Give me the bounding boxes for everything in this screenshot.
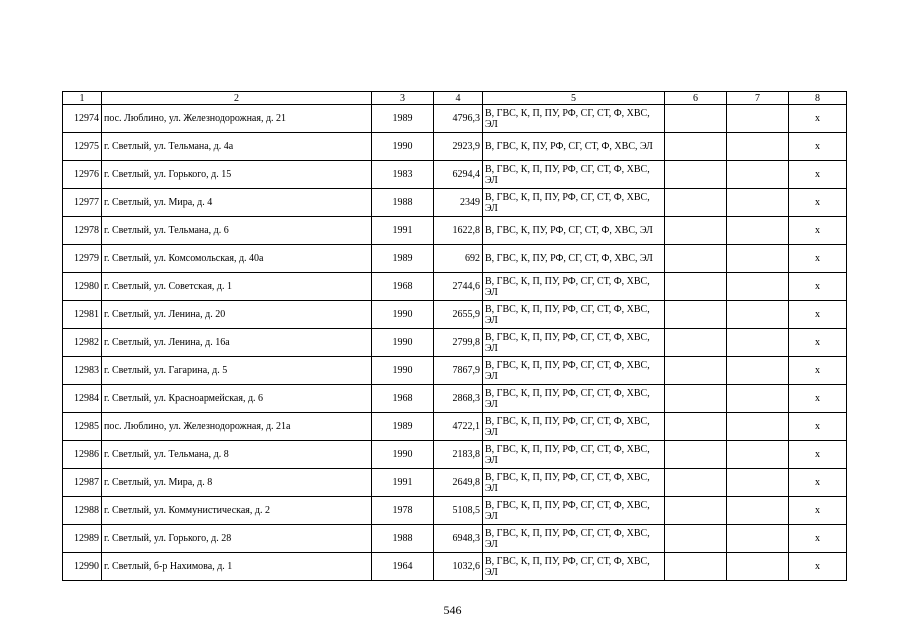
column-7-cell [727,441,789,469]
area: 2649,8 [434,469,483,497]
year-built: 1978 [372,497,434,525]
year-built: 1990 [372,133,434,161]
column-7-cell [727,413,789,441]
column-6-cell [665,329,727,357]
address: г. Светлый, ул. Красноармейская, д. 6 [102,385,372,413]
area: 2349 [434,189,483,217]
area: 1032,6 [434,553,483,581]
area: 6948,3 [434,525,483,553]
mark-cell: х [789,553,847,581]
column-6-cell [665,105,727,133]
address: г. Светлый, ул. Ленина, д. 20 [102,301,372,329]
address: г. Светлый, ул. Гагарина, д. 5 [102,357,372,385]
column-6-cell [665,245,727,273]
mark-cell: х [789,469,847,497]
services: В, ГВС, К, П, ПУ, РФ, СГ, СТ, Ф, ХВС, ЭЛ [483,105,665,133]
column-7-cell [727,105,789,133]
mark-cell: х [789,105,847,133]
column-6-cell [665,189,727,217]
column-6-cell [665,441,727,469]
year-built: 1991 [372,217,434,245]
column-6-cell [665,273,727,301]
table-row [63,329,847,357]
year-built: 1990 [372,329,434,357]
column-7-cell [727,385,789,413]
column-6-cell [665,553,727,581]
address: г. Светлый, ул. Горького, д. 15 [102,161,372,189]
services: В, ГВС, К, П, ПУ, РФ, СГ, СТ, Ф, ХВС, ЭЛ [483,413,665,441]
column-7-cell [727,273,789,301]
mark-cell: х [789,245,847,273]
column-7-cell [727,301,789,329]
table-body [63,105,847,581]
mark-cell: х [789,385,847,413]
services: В, ГВС, К, П, ПУ, РФ, СГ, СТ, Ф, ХВС, ЭЛ [483,357,665,385]
record-number: 12979 [63,245,102,273]
address: г. Светлый, ул. Мира, д. 8 [102,469,372,497]
mark-cell: х [789,329,847,357]
column-7-cell [727,133,789,161]
column-7-cell [727,553,789,581]
column-header: 1 [63,92,102,105]
record-number: 12976 [63,161,102,189]
mark-cell: х [789,441,847,469]
table-row [63,385,847,413]
column-7-cell [727,217,789,245]
column-header: 6 [665,92,727,105]
table-row [63,189,847,217]
services: В, ГВС, К, П, ПУ, РФ, СГ, СТ, Ф, ХВС, ЭЛ [483,441,665,469]
area: 2923,9 [434,133,483,161]
table-row [63,133,847,161]
header-row [63,92,847,105]
table-row [63,301,847,329]
column-header: 3 [372,92,434,105]
column-header: 5 [483,92,665,105]
area: 4796,3 [434,105,483,133]
mark-cell: х [789,413,847,441]
year-built: 1983 [372,161,434,189]
address: г. Светлый, ул. Ленина, д. 16а [102,329,372,357]
column-7-cell [727,469,789,497]
column-header: 7 [727,92,789,105]
page-number: 546 [443,603,462,617]
year-built: 1990 [372,357,434,385]
mark-cell: х [789,217,847,245]
column-7-cell [727,245,789,273]
record-number: 12982 [63,329,102,357]
area: 7867,9 [434,357,483,385]
year-built: 1988 [372,189,434,217]
mark-cell: х [789,133,847,161]
mark-cell: х [789,301,847,329]
mark-cell: х [789,273,847,301]
area: 6294,4 [434,161,483,189]
column-6-cell [665,133,727,161]
column-7-cell [727,161,789,189]
column-6-cell [665,497,727,525]
address: г. Светлый, б-р Нахимова, д. 1 [102,553,372,581]
table-row [63,413,847,441]
record-number: 12984 [63,385,102,413]
column-header: 4 [434,92,483,105]
year-built: 1990 [372,301,434,329]
record-number: 12985 [63,413,102,441]
record-number: 12990 [63,553,102,581]
column-6-cell [665,525,727,553]
record-number: 12977 [63,189,102,217]
address: пос. Люблино, ул. Железнодорожная, д. 21 [102,105,372,133]
services: В, ГВС, К, ПУ, РФ, СГ, СТ, Ф, ХВС, ЭЛ [483,217,665,245]
address: пос. Люблино, ул. Железнодорожная, д. 21а [102,413,372,441]
year-built: 1991 [372,469,434,497]
services: В, ГВС, К, П, ПУ, РФ, СГ, СТ, Ф, ХВС, ЭЛ [483,497,665,525]
mark-cell: х [789,525,847,553]
table-row [63,161,847,189]
year-built: 1989 [372,413,434,441]
column-6-cell [665,161,727,189]
column-header: 2 [102,92,372,105]
address: г. Светлый, ул. Горького, д. 28 [102,525,372,553]
table-row [63,469,847,497]
column-6-cell [665,217,727,245]
address: г. Светлый, ул. Комсомольская, д. 40а [102,245,372,273]
mark-cell: х [789,357,847,385]
year-built: 1964 [372,553,434,581]
column-7-cell [727,329,789,357]
address: г. Светлый, ул. Советская, д. 1 [102,273,372,301]
column-6-cell [665,301,727,329]
table-row [63,525,847,553]
year-built: 1989 [372,245,434,273]
area: 2183,8 [434,441,483,469]
area: 2799,8 [434,329,483,357]
record-number: 12974 [63,105,102,133]
services: В, ГВС, К, П, ПУ, РФ, СГ, СТ, Ф, ХВС, ЭЛ [483,525,665,553]
address: г. Светлый, ул. Тельмана, д. 4а [102,133,372,161]
address: г. Светлый, ул. Тельмана, д. 6 [102,217,372,245]
column-6-cell [665,385,727,413]
services: В, ГВС, К, П, ПУ, РФ, СГ, СТ, Ф, ХВС, ЭЛ [483,189,665,217]
mark-cell: х [789,497,847,525]
column-6-cell [665,413,727,441]
column-7-cell [727,357,789,385]
area: 2868,3 [434,385,483,413]
table-row [63,441,847,469]
mark-cell: х [789,161,847,189]
table-row [63,217,847,245]
address: г. Светлый, ул. Тельмана, д. 8 [102,441,372,469]
services: В, ГВС, К, П, ПУ, РФ, СГ, СТ, Ф, ХВС, ЭЛ [483,273,665,301]
services: В, ГВС, К, П, ПУ, РФ, СГ, СТ, Ф, ХВС, ЭЛ [483,301,665,329]
area: 2655,9 [434,301,483,329]
table-row [63,497,847,525]
services: В, ГВС, К, П, ПУ, РФ, СГ, СТ, Ф, ХВС, ЭЛ [483,385,665,413]
year-built: 1968 [372,273,434,301]
column-7-cell [727,525,789,553]
column-header: 8 [789,92,847,105]
record-number: 12986 [63,441,102,469]
services: В, ГВС, К, П, ПУ, РФ, СГ, СТ, Ф, ХВС, ЭЛ [483,469,665,497]
year-built: 1988 [372,525,434,553]
year-built: 1989 [372,105,434,133]
address: г. Светлый, ул. Коммунистическая, д. 2 [102,497,372,525]
record-number: 12981 [63,301,102,329]
area: 4722,1 [434,413,483,441]
table-row [63,357,847,385]
record-number: 12983 [63,357,102,385]
area: 692 [434,245,483,273]
column-7-cell [727,189,789,217]
area: 5108,5 [434,497,483,525]
area: 1622,8 [434,217,483,245]
record-number: 12978 [63,217,102,245]
address: г. Светлый, ул. Мира, д. 4 [102,189,372,217]
services: В, ГВС, К, П, ПУ, РФ, СГ, СТ, Ф, ХВС, ЭЛ [483,161,665,189]
record-number: 12988 [63,497,102,525]
services: В, ГВС, К, П, ПУ, РФ, СГ, СТ, Ф, ХВС, ЭЛ [483,329,665,357]
column-6-cell [665,357,727,385]
table-row [63,105,847,133]
table-row [63,553,847,581]
record-number: 12975 [63,133,102,161]
registry-table [62,91,847,581]
table-row [63,245,847,273]
mark-cell: х [789,189,847,217]
column-6-cell [665,469,727,497]
year-built: 1968 [372,385,434,413]
services: В, ГВС, К, ПУ, РФ, СГ, СТ, Ф, ХВС, ЭЛ [483,133,665,161]
year-built: 1990 [372,441,434,469]
services: В, ГВС, К, ПУ, РФ, СГ, СТ, Ф, ХВС, ЭЛ [483,245,665,273]
column-7-cell [727,497,789,525]
record-number: 12980 [63,273,102,301]
record-number: 12987 [63,469,102,497]
record-number: 12989 [63,525,102,553]
services: В, ГВС, К, П, ПУ, РФ, СГ, СТ, Ф, ХВС, ЭЛ [483,553,665,581]
area: 2744,6 [434,273,483,301]
table-row [63,273,847,301]
